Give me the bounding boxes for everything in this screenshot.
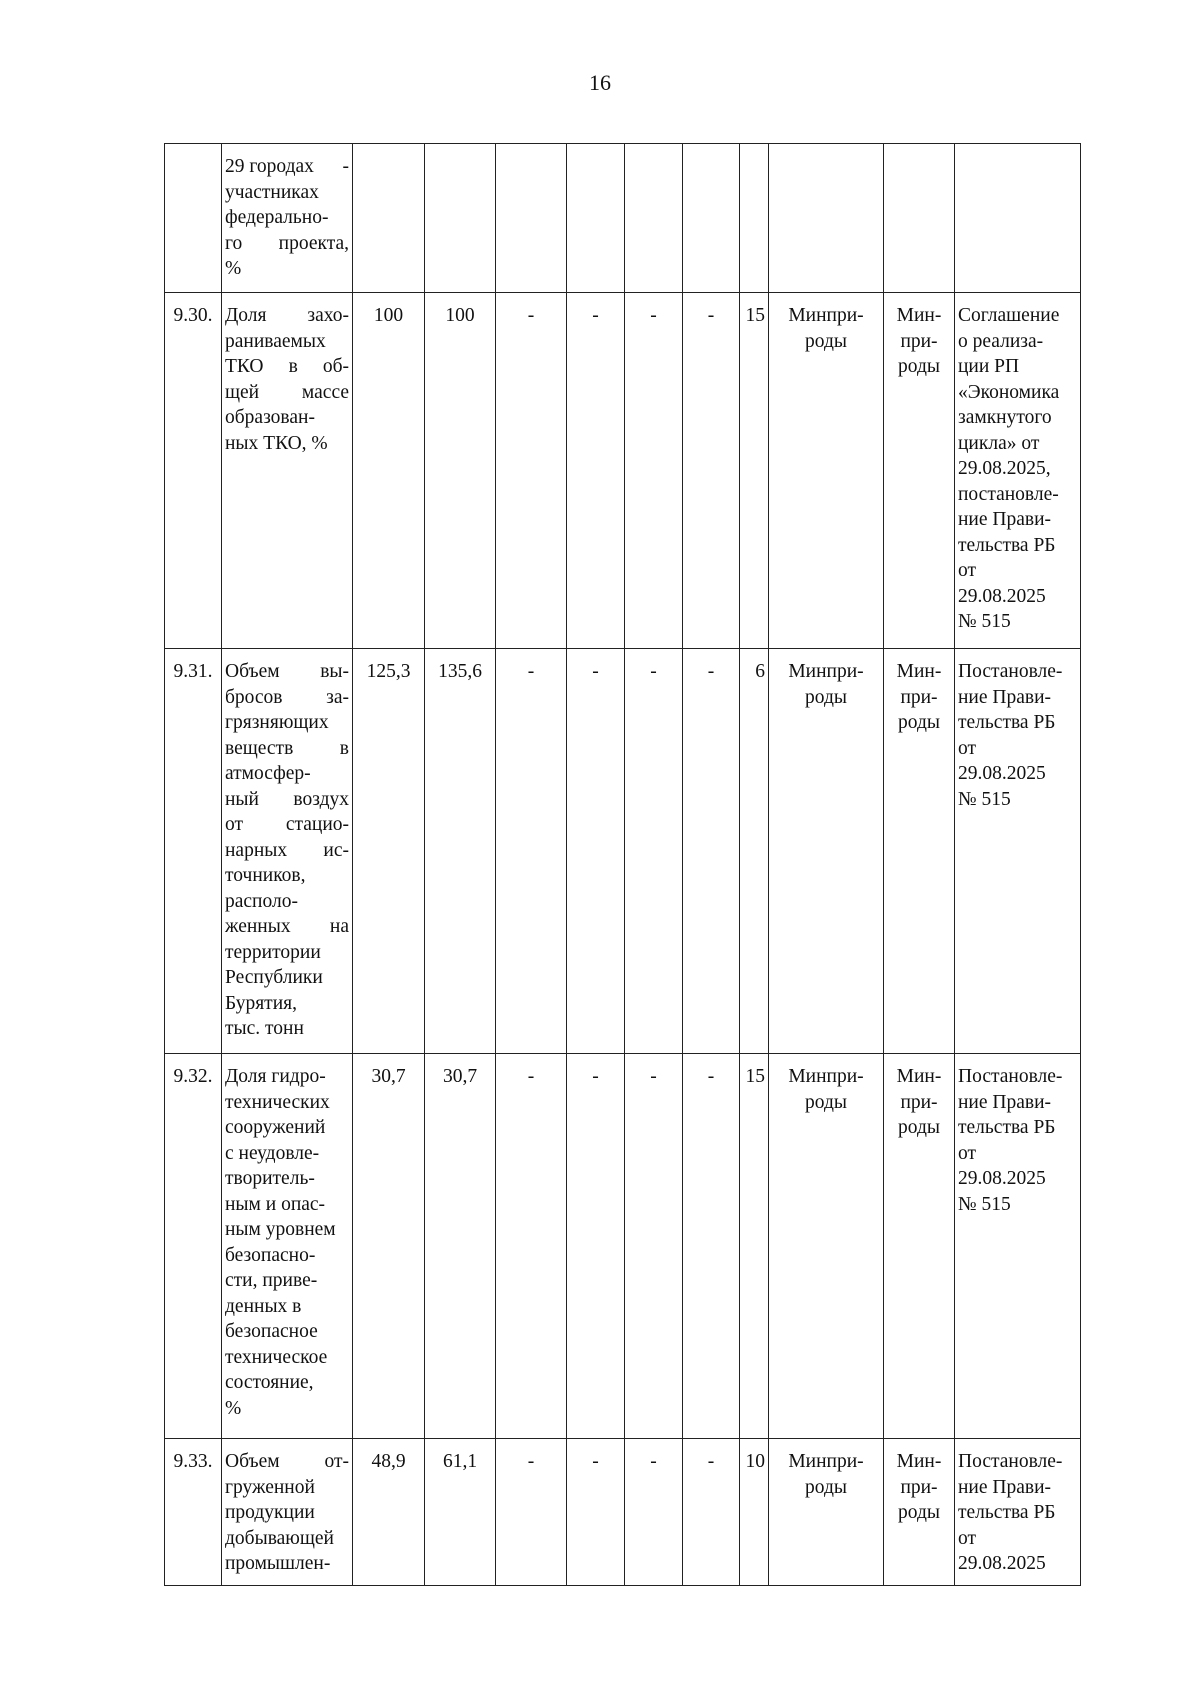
cell-value-2-text: 135,6 bbox=[438, 661, 482, 682]
cell-value-4-text: - bbox=[592, 305, 599, 326]
cell-value-1 bbox=[353, 649, 425, 1054]
cell-value-6-text: - bbox=[707, 661, 715, 682]
cell-basis bbox=[955, 649, 1081, 1054]
cell-responsible-text: Минпри- роды bbox=[788, 305, 864, 352]
cell-number bbox=[165, 293, 222, 649]
cell-value-3 bbox=[496, 144, 567, 293]
indicator-name-line bbox=[225, 1268, 349, 1294]
indicator-name-line bbox=[225, 1064, 349, 1090]
cell-value-6-text: - bbox=[707, 1066, 715, 1087]
cell-number-text: 9.31. bbox=[173, 661, 213, 682]
indicator-name-line bbox=[225, 787, 349, 813]
cell-responsible-text: Минпри- роды bbox=[788, 1066, 864, 1113]
cell-number bbox=[165, 1439, 222, 1586]
indicator-name-line bbox=[225, 1345, 349, 1371]
cell-source-text: Мин- при- роды bbox=[896, 305, 942, 377]
cell-value-6 bbox=[683, 649, 740, 1054]
cell-weight-text: 15 bbox=[745, 305, 765, 326]
indicator-name-word: с неудовле- bbox=[225, 1142, 320, 1164]
table-row bbox=[165, 649, 1081, 1054]
indicator-name-word: груженной bbox=[225, 1476, 315, 1498]
indicator-name-word: проекта, bbox=[278, 232, 349, 254]
cell-basis-text: Постановле- ние Прави- тельства РБ от 29.08.2025 № 515 bbox=[958, 661, 1063, 810]
indicator-name-word: техническое bbox=[225, 1346, 328, 1368]
cell-value-3 bbox=[496, 1054, 567, 1439]
indicator-name-line bbox=[225, 965, 349, 991]
cell-value-3 bbox=[496, 293, 567, 649]
indicator-name-word: промышлен- bbox=[225, 1553, 331, 1574]
cell-weight bbox=[740, 649, 769, 1054]
cell-weight-text: 6 bbox=[755, 661, 765, 682]
cell-value-1 bbox=[353, 1439, 425, 1586]
indicator-name-line bbox=[225, 205, 349, 231]
table-row bbox=[165, 144, 1081, 293]
cell-value-4-text: - bbox=[592, 1066, 599, 1087]
cell-value-6-text: - bbox=[707, 1451, 715, 1472]
indicator-name-word: добывающей bbox=[225, 1527, 334, 1549]
cell-indicator-name bbox=[222, 293, 353, 649]
table-body bbox=[165, 144, 1081, 1586]
indicator-name-line bbox=[225, 889, 349, 915]
page-number: 16 bbox=[589, 70, 611, 95]
cell-responsible bbox=[769, 1439, 884, 1586]
cell-basis-text: Постановле- ние Прави- тельства РБ от 29.08.2025 № 515 bbox=[958, 1066, 1063, 1215]
cell-indicator-name bbox=[222, 1054, 353, 1439]
indicator-name-line bbox=[225, 180, 349, 206]
indicator-name-word: грязняющих bbox=[225, 712, 329, 733]
cell-value-3-text: - bbox=[527, 661, 535, 682]
indicator-name-word: за- bbox=[326, 686, 349, 708]
indicator-name-line bbox=[225, 838, 349, 864]
cell-value-5 bbox=[625, 293, 683, 649]
cell-value-1-text: 125,3 bbox=[366, 661, 411, 682]
cell-value-1-text: 30,7 bbox=[371, 1066, 406, 1087]
indicator-name-word: на bbox=[329, 916, 349, 937]
indicator-name-line bbox=[225, 405, 349, 431]
cell-basis-text: Постановле- ние Прави- тельства РБ от 29.08.2025 bbox=[958, 1451, 1063, 1574]
indicator-name-line bbox=[225, 863, 349, 889]
indicator-name-word: продукции bbox=[225, 1502, 315, 1523]
indicator-name-word: - bbox=[342, 156, 349, 177]
indicator-name-word: ис- bbox=[323, 839, 349, 861]
indicator-name-line bbox=[225, 1526, 349, 1552]
cell-source-text: Мин- при- роды bbox=[896, 661, 942, 733]
cell-source bbox=[884, 649, 955, 1054]
cell-source-text: Мин- при- роды bbox=[896, 1451, 942, 1523]
indicator-name-word: вы- bbox=[320, 661, 349, 682]
indicator-name-line bbox=[225, 1396, 349, 1422]
indicator-name-line bbox=[225, 231, 349, 257]
cell-weight bbox=[740, 1054, 769, 1439]
indicator-name-word: % bbox=[225, 258, 242, 279]
indicator-name-line bbox=[225, 1016, 349, 1042]
indicator-name-word: воздух bbox=[293, 788, 349, 810]
cell-value-4 bbox=[567, 1439, 625, 1586]
cell-number bbox=[165, 144, 222, 293]
cell-value-5-text: - bbox=[650, 305, 657, 326]
indicator-name-line bbox=[225, 1141, 349, 1167]
indicator-name-line bbox=[225, 303, 349, 329]
indicator-name-line bbox=[225, 1090, 349, 1116]
indicator-name-line bbox=[225, 1551, 349, 1577]
cell-number-text: 9.32. bbox=[173, 1066, 213, 1087]
cell-responsible-text: Минпри- роды bbox=[788, 661, 864, 708]
indicator-name-line bbox=[225, 1115, 349, 1141]
cell-value-4 bbox=[567, 649, 625, 1054]
cell-value-6-text: - bbox=[707, 305, 715, 326]
indicator-name-word: Объем bbox=[225, 661, 280, 682]
cell-number-text: 9.30. bbox=[173, 305, 213, 326]
indicator-name-word: безопасное bbox=[225, 1321, 318, 1342]
cell-value-5-text: - bbox=[650, 661, 657, 682]
cell-value-6 bbox=[683, 293, 740, 649]
indicator-name-word: женных bbox=[225, 916, 291, 937]
cell-value-2-text: 61,1 bbox=[442, 1451, 478, 1472]
cell-value-6 bbox=[683, 144, 740, 293]
cell-weight bbox=[740, 1439, 769, 1586]
indicator-name-word: захо- bbox=[307, 305, 349, 326]
indicator-name-line bbox=[225, 1166, 349, 1192]
cell-basis-text: Соглашение о реализа- ции РП «Экономика замкнутого цикла» от 29.08.2025, постановле- ние Прави- тельства РБ от 29.08.2025 № 515 bbox=[958, 305, 1060, 632]
cell-value-2 bbox=[425, 1439, 496, 1586]
indicator-name-word: участниках bbox=[225, 181, 319, 203]
indicator-name-word: ТКО bbox=[225, 356, 264, 377]
indicator-name-line bbox=[225, 812, 349, 838]
cell-responsible bbox=[769, 649, 884, 1054]
indicator-name-word: массе bbox=[301, 381, 349, 403]
indicator-name-word: Бурятия, bbox=[225, 992, 297, 1014]
cell-value-2-text: 100 bbox=[445, 305, 475, 326]
cell-weight-text: 15 bbox=[745, 1066, 765, 1087]
cell-responsible bbox=[769, 1054, 884, 1439]
indicator-name-word: 29 городах bbox=[225, 156, 314, 177]
indicator-name-line bbox=[225, 354, 349, 380]
indicator-name-word: ным и опас- bbox=[225, 1193, 326, 1215]
cell-value-4 bbox=[567, 293, 625, 649]
cell-value-2 bbox=[425, 649, 496, 1054]
indicator-name-line bbox=[225, 761, 349, 787]
indicator-name-line bbox=[225, 991, 349, 1017]
indicator-name-word: ный bbox=[225, 788, 259, 810]
indicator-name-word: в bbox=[339, 737, 349, 759]
cell-source bbox=[884, 1439, 955, 1586]
cell-value-1-text: 48,9 bbox=[371, 1451, 406, 1472]
cell-value-3-text: - bbox=[527, 305, 535, 326]
cell-weight bbox=[740, 293, 769, 649]
indicator-name-word: безопасно- bbox=[225, 1244, 316, 1266]
indicator-name-line bbox=[225, 1192, 349, 1218]
cell-value-2 bbox=[425, 1054, 496, 1439]
indicator-name-word: атмосфер- bbox=[225, 763, 311, 784]
cell-value-1 bbox=[353, 1054, 425, 1439]
cell-number-text: 9.33. bbox=[173, 1451, 213, 1472]
cell-basis bbox=[955, 144, 1081, 293]
cell-number bbox=[165, 649, 222, 1054]
cell-source-text: Мин- при- роды bbox=[896, 1066, 942, 1138]
indicator-name-line bbox=[225, 1294, 349, 1320]
indicator-name-word: го bbox=[225, 232, 243, 254]
indicator-name-line bbox=[225, 380, 349, 406]
cell-value-6 bbox=[683, 1439, 740, 1586]
cell-responsible-text: Минпри- роды bbox=[788, 1451, 864, 1498]
indicator-name-line bbox=[225, 329, 349, 355]
indicator-name-word: тыс. тонн bbox=[225, 1018, 304, 1039]
indicator-name-word: бросов bbox=[225, 686, 283, 708]
indicator-name-word: Доля bbox=[225, 305, 267, 326]
indicator-name-line bbox=[225, 736, 349, 762]
indicator-name-line bbox=[225, 431, 349, 457]
cell-value-4-text: - bbox=[592, 1451, 599, 1472]
cell-value-2 bbox=[425, 144, 496, 293]
indicator-name-line bbox=[225, 154, 349, 180]
cell-source bbox=[884, 1054, 955, 1439]
cell-value-3-text: - bbox=[527, 1066, 535, 1087]
cell-basis bbox=[955, 1439, 1081, 1586]
cell-responsible bbox=[769, 293, 884, 649]
indicator-name-line bbox=[225, 1500, 349, 1526]
indicator-name-word: в bbox=[288, 356, 298, 377]
cell-source bbox=[884, 293, 955, 649]
cell-value-2-text: 30,7 bbox=[442, 1066, 478, 1087]
cell-number bbox=[165, 1054, 222, 1439]
indicator-name-word: % bbox=[225, 1397, 242, 1419]
indicator-name-word: располо- bbox=[225, 890, 298, 912]
indicator-name-word: нарных bbox=[225, 839, 288, 861]
table-row bbox=[165, 1439, 1081, 1586]
indicator-name-word: территории bbox=[225, 941, 321, 963]
indicator-name-word: творитель- bbox=[225, 1168, 315, 1189]
cell-value-5 bbox=[625, 649, 683, 1054]
cell-value-1-text: 100 bbox=[373, 305, 404, 326]
cell-value-2 bbox=[425, 293, 496, 649]
indicator-name-line bbox=[225, 659, 349, 685]
indicator-name-word: ным уровнем bbox=[225, 1219, 336, 1240]
indicator-name-word: точников, bbox=[225, 865, 306, 886]
indicator-name-word: веществ bbox=[225, 737, 294, 759]
indicator-name-word: федерально- bbox=[225, 207, 329, 228]
table-row bbox=[165, 1054, 1081, 1439]
indicator-name-word: об- bbox=[322, 356, 349, 377]
cell-value-5 bbox=[625, 1439, 683, 1586]
indicator-name-word: Республики bbox=[225, 967, 323, 988]
indicator-name-word: сти, приве- bbox=[225, 1270, 318, 1291]
indicator-name-word: Объем bbox=[225, 1451, 280, 1472]
cell-value-6 bbox=[683, 1054, 740, 1439]
cell-value-4 bbox=[567, 144, 625, 293]
indicator-name-line bbox=[225, 256, 349, 282]
cell-value-3 bbox=[496, 1439, 567, 1586]
indicator-name-word: денных в bbox=[225, 1295, 302, 1317]
indicator-name-word: стацио- bbox=[285, 814, 349, 835]
cell-indicator-name bbox=[222, 144, 353, 293]
indicator-name-line bbox=[225, 1319, 349, 1345]
indicator-name-line bbox=[225, 1217, 349, 1243]
cell-weight bbox=[740, 144, 769, 293]
cell-weight-text: 10 bbox=[745, 1451, 765, 1472]
cell-source bbox=[884, 144, 955, 293]
indicator-name-line bbox=[225, 1449, 349, 1475]
indicator-name-line bbox=[225, 710, 349, 736]
cell-indicator-name bbox=[222, 649, 353, 1054]
cell-responsible bbox=[769, 144, 884, 293]
cell-value-1 bbox=[353, 293, 425, 649]
cell-value-4-text: - bbox=[592, 661, 599, 682]
indicator-name-word: ных ТКО, % bbox=[225, 432, 328, 454]
cell-value-5-text: - bbox=[650, 1451, 657, 1472]
cell-indicator-name bbox=[222, 1439, 353, 1586]
cell-value-4 bbox=[567, 1054, 625, 1439]
cell-value-5-text: - bbox=[650, 1066, 657, 1087]
indicator-name-word: Доля гидро- bbox=[225, 1066, 326, 1087]
indicator-name-word: от- bbox=[324, 1451, 349, 1472]
indicator-name-word: состояние, bbox=[225, 1372, 314, 1393]
indicator-name-line bbox=[225, 940, 349, 966]
table-row bbox=[165, 293, 1081, 649]
indicator-name-line bbox=[225, 1370, 349, 1396]
indicator-name-word: технических bbox=[225, 1091, 330, 1113]
cell-value-3-text: - bbox=[527, 1451, 535, 1472]
indicator-name-line bbox=[225, 1475, 349, 1501]
indicator-name-word: от bbox=[225, 814, 244, 835]
indicator-name-word: раниваемых bbox=[225, 330, 326, 352]
cell-value-1 bbox=[353, 144, 425, 293]
cell-basis bbox=[955, 1054, 1081, 1439]
indicator-name-word: сооружений bbox=[225, 1117, 326, 1138]
indicator-name-line bbox=[225, 1243, 349, 1269]
cell-value-3 bbox=[496, 649, 567, 1054]
indicators-table bbox=[164, 143, 1081, 1586]
cell-basis bbox=[955, 293, 1081, 649]
indicator-name-line bbox=[225, 914, 349, 940]
indicator-name-word: щей bbox=[225, 381, 260, 403]
cell-value-5 bbox=[625, 144, 683, 293]
indicator-name-word: образован- bbox=[225, 407, 315, 428]
indicator-name-line bbox=[225, 685, 349, 711]
cell-value-5 bbox=[625, 1054, 683, 1439]
